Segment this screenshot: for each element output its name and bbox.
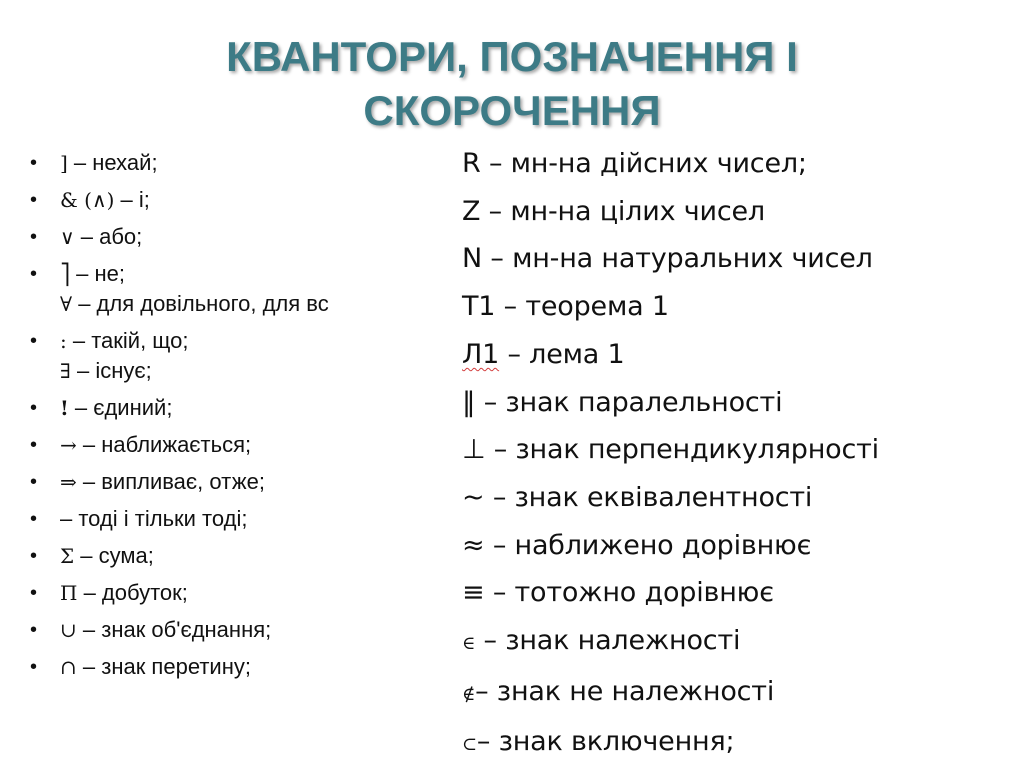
list-item bbox=[28, 185, 418, 215]
bullet-icon: • bbox=[30, 434, 38, 456]
definition: – для довільного, для вс bbox=[72, 291, 329, 316]
list-item bbox=[462, 668, 1002, 719]
symbol: ∀ bbox=[60, 292, 73, 316]
definition: – і; bbox=[114, 187, 150, 212]
list-item bbox=[28, 504, 418, 534]
symbol: ! bbox=[60, 396, 69, 420]
bullet-icon: • bbox=[30, 508, 38, 530]
symbol: ~ bbox=[462, 481, 485, 513]
list-item bbox=[28, 467, 418, 497]
list-item bbox=[28, 222, 418, 252]
definition: – мн-на цілих чисел bbox=[480, 195, 765, 227]
bullet-icon: • bbox=[30, 330, 38, 352]
bullet-icon: • bbox=[30, 189, 38, 211]
definition: – єдиний; bbox=[68, 395, 173, 420]
list-item bbox=[28, 615, 418, 645]
symbol: ⇒ bbox=[60, 470, 77, 494]
page-title bbox=[0, 30, 1024, 138]
symbol: & (∧) bbox=[60, 188, 115, 212]
symbol: ⊂ bbox=[462, 734, 477, 756]
list-item bbox=[462, 188, 1002, 236]
definition: – знак включення; bbox=[476, 726, 735, 758]
definition: – або; bbox=[74, 224, 143, 249]
definition: – знак не належності bbox=[475, 675, 775, 707]
definition: – лема 1 bbox=[499, 338, 625, 370]
bullet-icon: • bbox=[30, 226, 38, 248]
list-item bbox=[462, 426, 1002, 474]
symbol: ∃ bbox=[60, 359, 71, 383]
bullet-icon: • bbox=[30, 619, 38, 641]
definition: – такій, що; bbox=[66, 328, 189, 353]
bullet-icon: • bbox=[30, 582, 38, 604]
definition: – тотожно дорівнює bbox=[484, 577, 774, 609]
list-item bbox=[28, 541, 418, 571]
definition: – сума; bbox=[74, 543, 154, 568]
symbol: ⎤ bbox=[60, 262, 70, 286]
notation-list bbox=[462, 140, 1002, 769]
definition: – випливає, отже; bbox=[76, 469, 265, 494]
definition: – не; bbox=[70, 261, 125, 286]
symbol: ‖ bbox=[462, 386, 476, 418]
definition: – знак належності bbox=[475, 625, 741, 657]
list-item bbox=[462, 474, 1002, 522]
symbol: Л1 bbox=[462, 338, 500, 370]
list-item bbox=[28, 430, 418, 460]
definition: – знак еквівалентності bbox=[484, 481, 813, 513]
list-item bbox=[28, 148, 418, 178]
symbol: N bbox=[462, 243, 482, 275]
quantifiers-list bbox=[28, 148, 418, 689]
symbol: Σ bbox=[60, 544, 75, 568]
symbol: → bbox=[60, 433, 77, 457]
symbol: ] bbox=[60, 151, 68, 175]
bullet-icon: • bbox=[30, 656, 38, 678]
definition: – знак перпендикулярності bbox=[485, 434, 879, 466]
definition: – знак перетину; bbox=[76, 654, 251, 679]
symbol: Π bbox=[60, 581, 78, 605]
bullet-icon: • bbox=[30, 545, 38, 567]
definition: – мн-на дійсних чисел; bbox=[480, 148, 807, 179]
definition: – знак об'єднання; bbox=[76, 617, 272, 642]
symbol: : bbox=[60, 329, 67, 353]
symbol: ∈ bbox=[462, 633, 476, 655]
definition: – нехай; bbox=[67, 150, 158, 175]
list-item bbox=[28, 652, 418, 682]
symbol: ≈ bbox=[462, 529, 485, 561]
definition: – тоді і тільки тоді; bbox=[60, 506, 248, 531]
symbol: ∪ bbox=[60, 618, 77, 642]
symbol: R bbox=[462, 148, 481, 179]
title-line-1: КВАНТОРИ, ПОЗНАЧЕННЯ І bbox=[226, 33, 798, 80]
symbol: T1 bbox=[462, 291, 496, 323]
list-item bbox=[462, 617, 1002, 668]
list-item bbox=[462, 379, 1002, 427]
list-item bbox=[462, 718, 1002, 769]
symbol: ∨ bbox=[60, 225, 75, 249]
list-item bbox=[28, 259, 418, 319]
symbol: ⊥ bbox=[462, 434, 486, 466]
symbol: ≡ bbox=[462, 577, 485, 609]
bullet-icon: • bbox=[30, 263, 38, 285]
definition: – наближено дорівнює bbox=[484, 529, 812, 561]
list-item bbox=[462, 331, 1002, 379]
list-item bbox=[28, 393, 418, 423]
bullet-icon: • bbox=[30, 471, 38, 493]
bullet-icon: • bbox=[30, 397, 38, 419]
list-item bbox=[462, 235, 1002, 283]
list-item bbox=[28, 326, 418, 386]
list-item bbox=[462, 283, 1002, 331]
list-item bbox=[462, 569, 1002, 617]
list-item bbox=[28, 578, 418, 608]
definition: – мн-на натуральних чисел bbox=[482, 243, 873, 275]
list-item bbox=[462, 140, 1002, 188]
definition: – теорема 1 bbox=[495, 291, 669, 323]
definition: – наближається; bbox=[76, 432, 252, 457]
bullet-icon: • bbox=[30, 152, 38, 174]
symbol: ∩ bbox=[60, 655, 77, 679]
symbol: ∉ bbox=[462, 683, 476, 705]
definition: – існує; bbox=[70, 358, 152, 383]
symbol: Z bbox=[462, 195, 481, 227]
definition: – добуток; bbox=[77, 580, 188, 605]
list-item bbox=[462, 522, 1002, 570]
title-line-2: СКОРОЧЕННЯ bbox=[363, 87, 661, 134]
definition: – знак паралельності bbox=[475, 386, 783, 418]
